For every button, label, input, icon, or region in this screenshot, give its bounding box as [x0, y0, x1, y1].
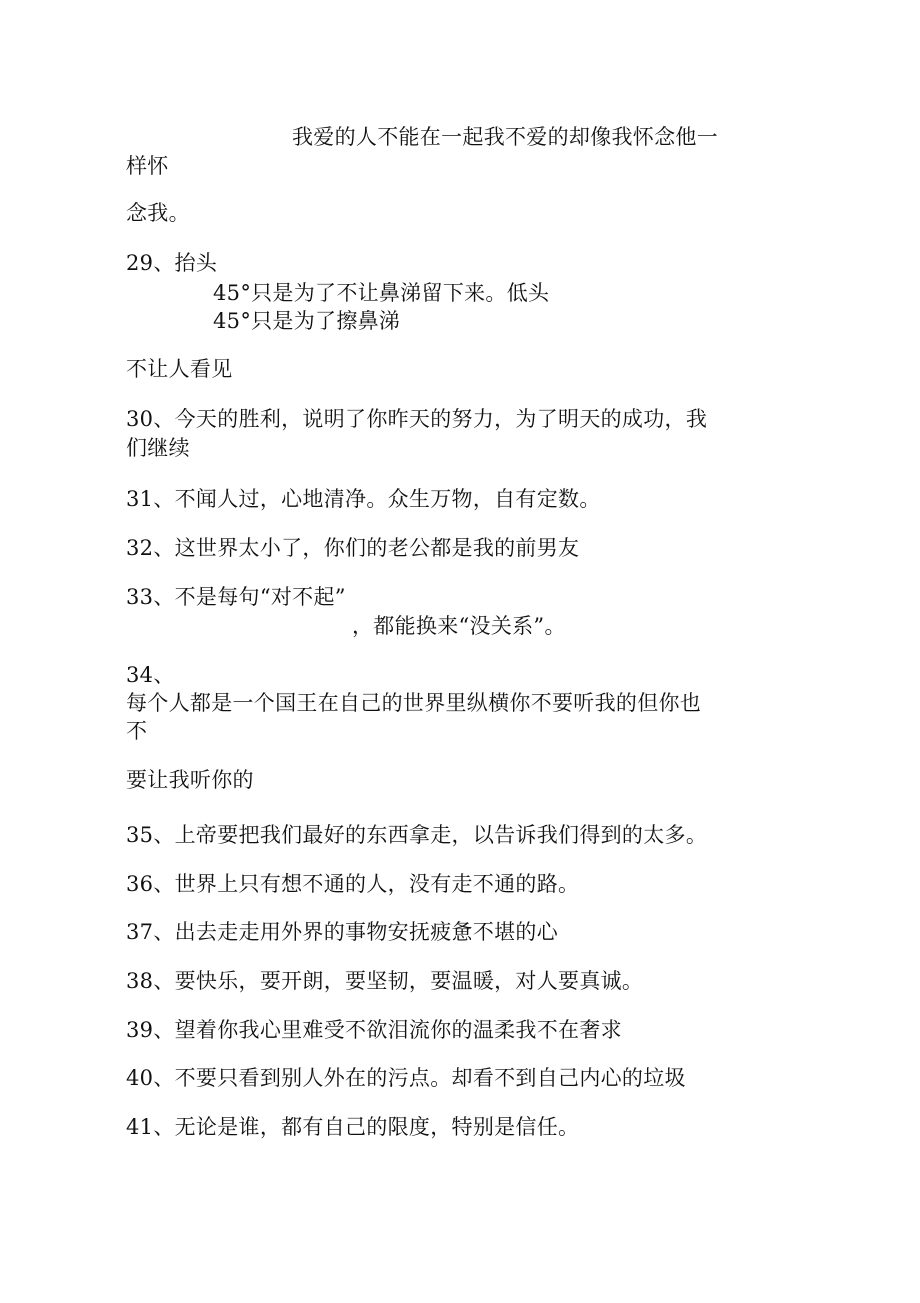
text-line: 32、这世界太小了，你们的老公都是我的前男友 [126, 536, 580, 560]
text-line: 要让我听你的 [126, 768, 254, 792]
text-line: 29、抬头 [126, 251, 218, 275]
text-line: 36、世界上只有想不通的人，没有走不通的路。 [126, 872, 580, 896]
text-line: 样怀 [126, 154, 169, 178]
text-line: 34、 [126, 663, 175, 687]
text-line: 41、无论是谁，都有自己的限度，特别是信任。 [126, 1115, 580, 1139]
text-line: 每个人都是一个国王在自己的世界里纵横你不要听我的但你也 [126, 691, 702, 715]
text-line: 我爱的人不能在一起我不爱的却像我怀念他一 [292, 125, 718, 149]
text-line: 30、今天的胜利，说明了你昨天的努力，为了明天的成功，我 [126, 407, 708, 431]
text-line: 35、上帝要把我们最好的东西拿走，以告诉我们得到的太多。 [126, 823, 708, 847]
text-line: 38、要快乐，要开朗，要坚韧，要温暖，对人要真诚。 [126, 969, 644, 993]
text-line: ，都能换来“没关系”。 [352, 614, 566, 638]
text-line: 念我。 [126, 201, 190, 225]
text-line: 33、不是每句“对不起” [126, 585, 346, 609]
text-line: 45°只是为了不让鼻涕留下来。低头 [213, 281, 550, 305]
text-line: 们继续 [126, 436, 190, 460]
text-line: 39、望着你我心里难受不欲泪流你的温柔我不在奢求 [126, 1018, 622, 1042]
text-line: 31、不闻人过，心地清净。众生万物，自有定数。 [126, 487, 601, 511]
text-line: 不 [126, 719, 148, 743]
text-line: 37、出去走走用外界的事物安抚疲惫不堪的心 [126, 920, 559, 944]
text-line: 45°只是为了擦鼻涕 [213, 309, 401, 333]
text-line: 不让人看见 [126, 357, 233, 381]
text-line: 40、不要只看到别人外在的污点。却看不到自己内心的垃圾 [126, 1066, 686, 1090]
